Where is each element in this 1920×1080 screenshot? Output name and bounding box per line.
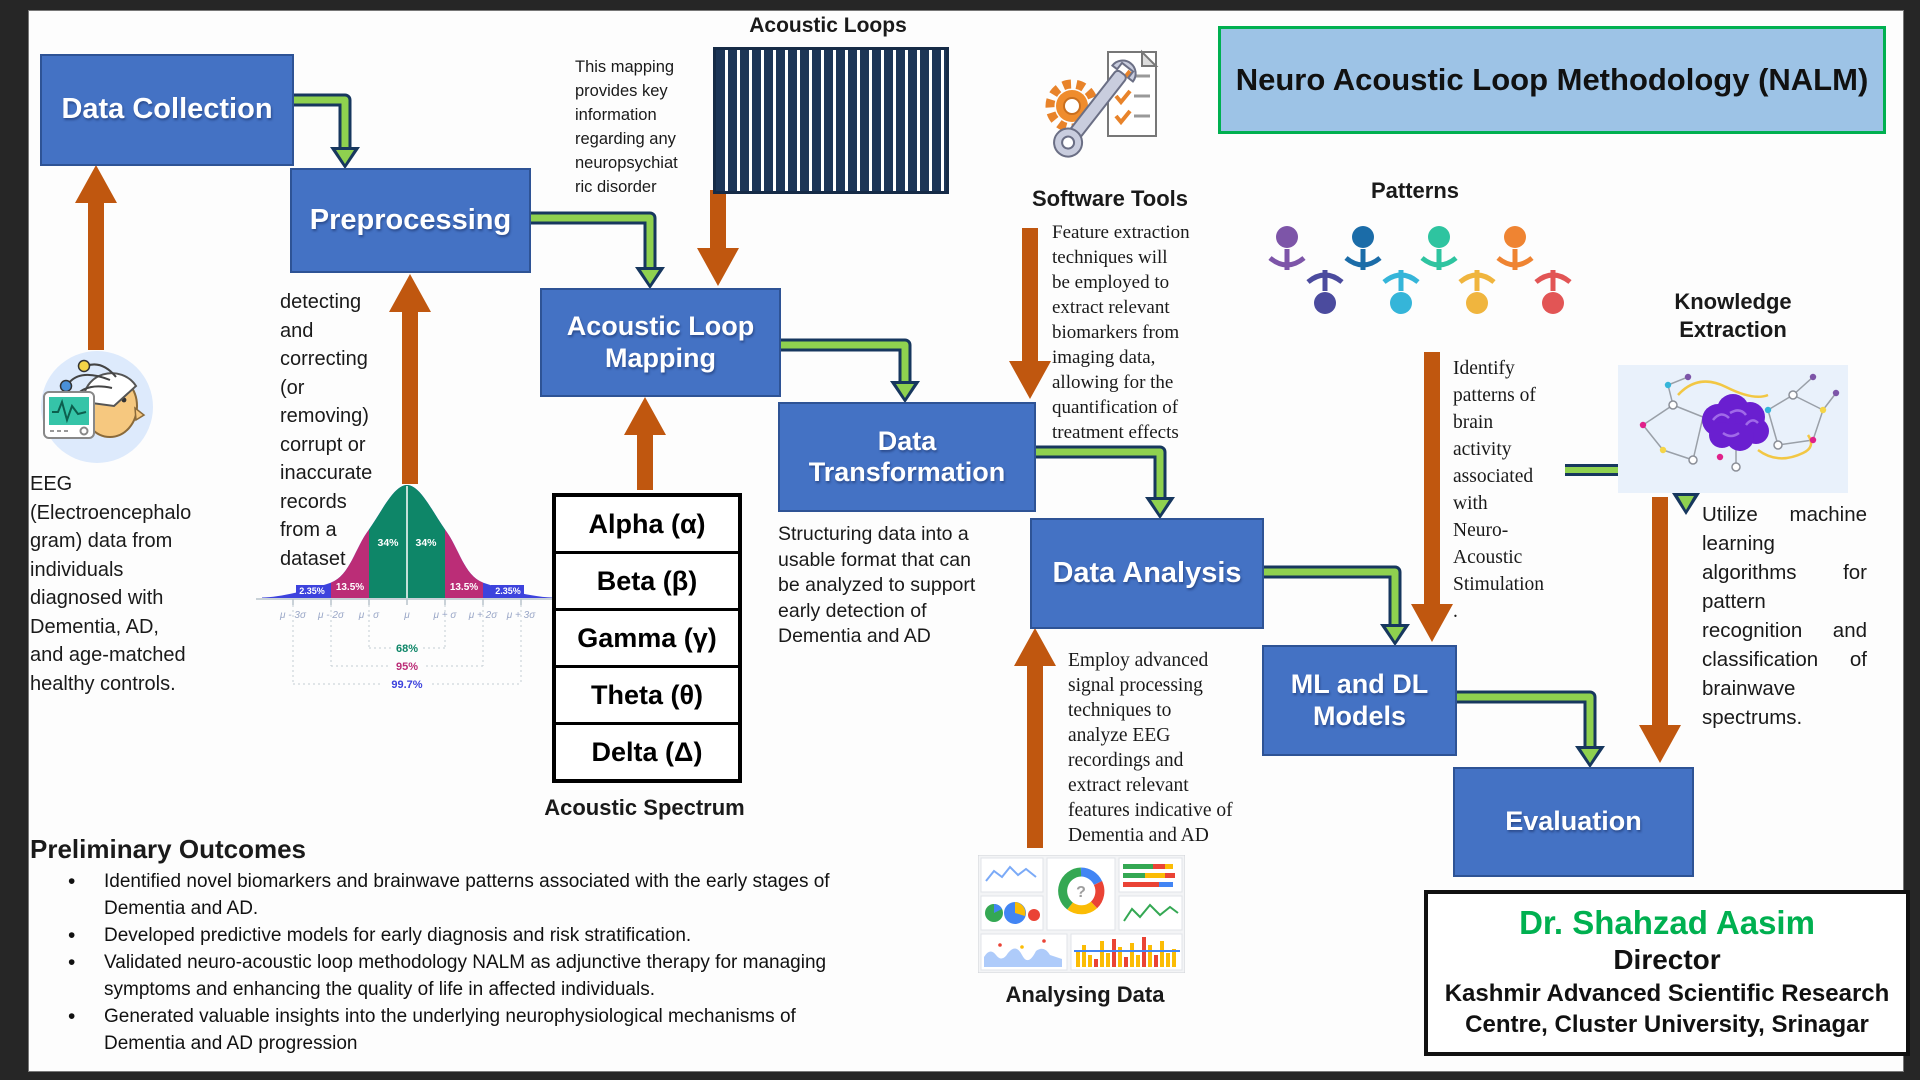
normal-distribution-chart bbox=[250, 478, 570, 706]
spectrum-row-alpha: Alpha (α) bbox=[556, 497, 738, 554]
mapping-note-line: This mapping bbox=[575, 58, 675, 76]
spectrum-row-beta: Beta (β) bbox=[556, 554, 738, 611]
feature-note-line: imaging data, bbox=[1052, 347, 1156, 368]
ml-dl-models-label: ML and DL Models bbox=[1290, 669, 1429, 731]
svg-text:2.35%: 2.35% bbox=[299, 586, 325, 596]
mapping-note-line: ric disorder bbox=[575, 178, 657, 196]
eeg-note-line: EEG bbox=[30, 473, 73, 495]
identify-note-line: associated bbox=[1453, 466, 1534, 487]
svg-text:μ - 3σ: μ - 3σ bbox=[280, 610, 306, 621]
feature-note-line: quantification of bbox=[1052, 397, 1179, 418]
identify-note-line: Neuro- bbox=[1453, 520, 1509, 541]
eeg-note bbox=[30, 470, 230, 698]
identify-note-line: . bbox=[1453, 601, 1458, 622]
employ-note-line: recordings and bbox=[1068, 750, 1184, 771]
preprocessing-label: Preprocessing bbox=[309, 203, 512, 236]
feature-note-line: extract relevant bbox=[1052, 297, 1170, 318]
eeg-note-line: individuals bbox=[30, 558, 124, 581]
svg-text:μ + 3σ: μ + 3σ bbox=[506, 610, 536, 621]
feature-extraction-note bbox=[1052, 220, 1232, 445]
employ-note-line: techniques to bbox=[1068, 700, 1172, 721]
evaluation-label: Evaluation bbox=[1505, 806, 1642, 837]
outcome-item: • Generated valuable insights into the underlying neurophysiological mechanisms of Dementia and AD progression bbox=[30, 1003, 876, 1057]
data-analysis-box bbox=[1030, 518, 1264, 629]
acoustic-loops-stripes-image bbox=[713, 47, 949, 194]
data-analysis-label: Data Analysis bbox=[1052, 556, 1242, 589]
spectrum-row-delta: Delta (Δ) bbox=[591, 736, 703, 767]
identify-note-line: Stimulation bbox=[1453, 574, 1545, 595]
acoustic-loop-mapping-box bbox=[540, 288, 781, 397]
feature-note-line: Feature extraction bbox=[1052, 222, 1190, 243]
identify-note-line: patterns of bbox=[1453, 385, 1536, 406]
feature-note-line: allowing for the bbox=[1052, 372, 1174, 393]
employ-note-line: Employ advanced bbox=[1068, 650, 1209, 671]
credits-role: Director bbox=[1613, 944, 1721, 975]
eeg-note-line: diagnosed with bbox=[30, 587, 164, 609]
data-collection-box bbox=[40, 54, 294, 166]
analysing-data-label: Analysing Data bbox=[1005, 982, 1165, 1007]
data-transformation-label: Data Transformation bbox=[808, 425, 1006, 487]
mapping-note-line: regarding any bbox=[575, 130, 676, 148]
mapping-note bbox=[575, 55, 705, 199]
software-tools-icon bbox=[1030, 44, 1170, 180]
outcome-item: • Identified novel biomarkers and brainwave patterns associated with the early stages of Dementia and AD. bbox=[30, 868, 876, 922]
svg-text:μ + 2σ: μ + 2σ bbox=[468, 610, 498, 621]
question-glyph: ? bbox=[1076, 884, 1086, 901]
identify-patterns-note bbox=[1453, 355, 1568, 625]
mapping-note-line: provides key bbox=[575, 82, 668, 100]
knowledge-extraction-brain-image bbox=[1618, 365, 1848, 493]
svg-text:34%: 34% bbox=[415, 537, 437, 549]
identify-note-line: Acoustic bbox=[1453, 547, 1523, 568]
eeg-note-line: and age-matched bbox=[30, 644, 186, 666]
analysing-data-icon bbox=[978, 855, 1185, 973]
svg-text:13.5%: 13.5% bbox=[335, 582, 365, 593]
feature-note-line: biomarkers from bbox=[1052, 322, 1180, 343]
mapping-note-line: neuropsychiat bbox=[575, 154, 678, 172]
acoustic-spectrum-label: Acoustic Spectrum bbox=[544, 795, 745, 820]
svg-text:μ + σ: μ + σ bbox=[433, 610, 457, 621]
outcomes-list bbox=[30, 868, 876, 1057]
employ-note-line: analyze EEG bbox=[1068, 725, 1171, 746]
evaluation-box bbox=[1453, 767, 1694, 877]
svg-text:μ - 2σ: μ - 2σ bbox=[318, 610, 344, 621]
svg-text:68%: 68% bbox=[395, 643, 419, 655]
mapping-note-line: information bbox=[575, 106, 657, 124]
eeg-note-line: healthy controls. bbox=[30, 672, 176, 695]
patterns-chain-icon bbox=[1265, 220, 1585, 320]
outcome-item: • Developed predictive models for early diagnosis and risk stratification. bbox=[30, 922, 876, 949]
credits-name: Dr. Shahzad Aasim bbox=[1519, 904, 1815, 941]
svg-text:34%: 34% bbox=[377, 537, 399, 549]
employ-note-line: Dementia and AD bbox=[1068, 825, 1209, 846]
identify-note-line: brain bbox=[1453, 412, 1494, 433]
utilize-note: Utilize machine learning algorithms for pattern recognition and classification of brainwave spectrums. bbox=[1702, 503, 1867, 729]
employ-note-line: features indicative of bbox=[1068, 800, 1233, 821]
acoustic-spectrum-table bbox=[552, 493, 742, 783]
credits-box bbox=[1424, 890, 1910, 1056]
preprocessing-box bbox=[290, 168, 531, 273]
outcome-item: • Validated neuro-acoustic loop methodology NALM as adjunctive therapy for managing symptoms and enhancing the quality of life in affected individuals. bbox=[30, 949, 876, 1003]
svg-text:2.35%: 2.35% bbox=[495, 586, 521, 596]
spectrum-row-theta: Theta (θ) bbox=[556, 668, 738, 725]
acoustic-loop-mapping-label: Acoustic Loop Mapping bbox=[566, 311, 755, 373]
outcomes-heading: Preliminary Outcomes bbox=[30, 834, 306, 864]
eeg-note-line: (Electroencephalo bbox=[30, 501, 192, 524]
svg-text:μ: μ bbox=[404, 610, 410, 621]
identify-note-line: Identify bbox=[1453, 358, 1515, 379]
page-title: Neuro Acoustic Loop Methodology (NALM) bbox=[1235, 62, 1869, 97]
feature-note-line: treatment effects bbox=[1052, 422, 1179, 443]
patterns-label: Patterns bbox=[1370, 178, 1460, 203]
ml-dl-models-box bbox=[1262, 645, 1457, 756]
data-collection-label: Data Collection bbox=[61, 93, 273, 126]
software-tools-label: Software Tools bbox=[1031, 186, 1189, 211]
feature-note-line: be employed to bbox=[1052, 272, 1170, 293]
spectrum-row-gamma: Gamma (γ) bbox=[556, 611, 738, 668]
credits-org: Kashmir Advanced Scientific Research Centre, Cluster University, Srinagar bbox=[1444, 980, 1890, 1038]
employ-note bbox=[1068, 648, 1258, 848]
eeg-note-line: gram) data from bbox=[30, 530, 173, 552]
identify-note-line: activity bbox=[1453, 439, 1512, 460]
feature-note-line: techniques will bbox=[1052, 247, 1168, 268]
employ-note-line: signal processing bbox=[1068, 675, 1203, 696]
svg-text:13.5%: 13.5% bbox=[449, 582, 479, 593]
eeg-note-line: Dementia, AD, bbox=[30, 615, 159, 638]
structuring-note: Structuring data into a usable format that can be analyzed to support early detection of Dementia and AD bbox=[778, 523, 976, 647]
data-transformation-box bbox=[778, 402, 1036, 512]
svg-text:99.7%: 99.7% bbox=[391, 679, 423, 691]
knowledge-extraction-label: Knowledge Extraction bbox=[1674, 289, 1792, 342]
preprocessing-note: detecting and correcting (or removing) corrupt or inaccurate records from a dataset bbox=[280, 291, 373, 570]
acoustic-loops-label: Acoustic Loops bbox=[749, 14, 907, 37]
svg-text:μ - σ: μ - σ bbox=[358, 610, 380, 621]
identify-note-line: with bbox=[1453, 493, 1488, 514]
title-box bbox=[1218, 26, 1886, 134]
svg-text:95%: 95% bbox=[395, 661, 419, 673]
employ-note-line: extract relevant bbox=[1068, 775, 1189, 796]
eeg-icon bbox=[40, 350, 155, 465]
